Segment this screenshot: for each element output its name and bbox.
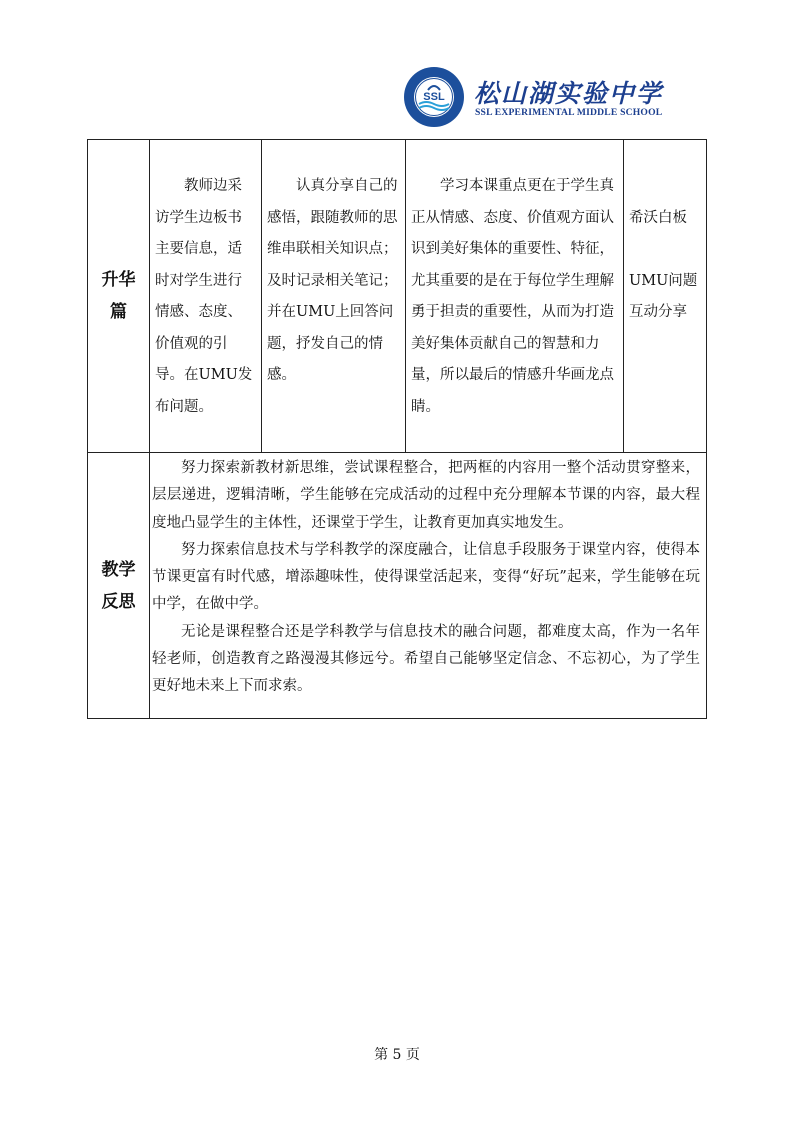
tools-list xyxy=(624,140,706,329)
reflection-text xyxy=(150,453,706,704)
reflection-row xyxy=(88,453,707,719)
logo-letters: SSL xyxy=(423,91,445,103)
student-activity-cell xyxy=(262,140,406,453)
school-logo xyxy=(403,66,465,128)
lesson-plan-table xyxy=(87,139,707,719)
teacher-activity-cell xyxy=(150,140,262,453)
sublimation-heading-line2: 篇 xyxy=(110,302,127,322)
tools-cell xyxy=(624,140,707,453)
design-intent-text: 学习本课重点更在于学生真正从情感、态度、价值观方面认识到美好集体的重要性、特征，尤其重要的是在于每位学生理解勇于担责的重要性，从而为打造美好集体贡献自己的智慧和力量，所以最后的情感升华画龙点睛。 xyxy=(411,178,614,415)
sublimation-heading xyxy=(88,140,150,453)
reflection-paragraph-1: 努力探索新教材新思维，尝试课程整合，把两框的内容用一整个活动贯穿整来，层层递进，逻辑清晰，学生能够在完成活动的过程中充分理解本节课的内容，最大程度地凸显学生的主体性，还课堂于学生，让教育更加真实地发生。 xyxy=(152,460,700,531)
reflection-heading-line2: 反思 xyxy=(101,591,136,612)
tool-item-whiteboard: 希沃白板 xyxy=(629,210,687,226)
design-intent-cell xyxy=(406,140,624,453)
student-activity-text: 认真分享自己的感悟，跟随教师的思维串联相关知识点；及时记录相关笔记；并在UMU上回答问题，抒发自己的情感。 xyxy=(267,178,398,383)
sublimation-heading-line1: 升华 xyxy=(101,270,136,290)
reflection-heading-line1: 教学 xyxy=(101,559,136,580)
school-name-cn: 松山湖实验中学 xyxy=(474,79,664,108)
teacher-activity-text: 教师边采访学生边板书主要信息，适时对学生进行情感、态度、价值观的引导。在UMU发布问题。 xyxy=(155,178,253,415)
sublimation-row xyxy=(88,140,707,453)
tool-item-umu: UMU问题互动分享 xyxy=(629,272,698,320)
reflection-paragraph-3: 无论是课程整合还是学科教学与信息技术的融合问题，都难度太高，作为一名年轻老师，创造教育之路漫漫其修远兮。希望自己能够坚定信念、不忘初心，为了学生更好地未来上下而求索。 xyxy=(152,623,700,695)
school-name-en: SSL EXPERIMENTAL MIDDLE SCHOOL xyxy=(475,107,663,118)
reflection-heading xyxy=(88,453,150,719)
school-logo-icon xyxy=(403,66,465,128)
reflection-content xyxy=(150,453,707,719)
page-number: 第 5 页 xyxy=(374,1047,420,1063)
reflection-paragraph-2: 努力探索信息技术与学科教学的深度融合，让信息手段服务于课堂内容，使得本节课更富有时代感，增添趣味性，使得课堂活起来，变得“好玩”起来，学生能够在玩中学，在做中学。 xyxy=(152,541,700,613)
